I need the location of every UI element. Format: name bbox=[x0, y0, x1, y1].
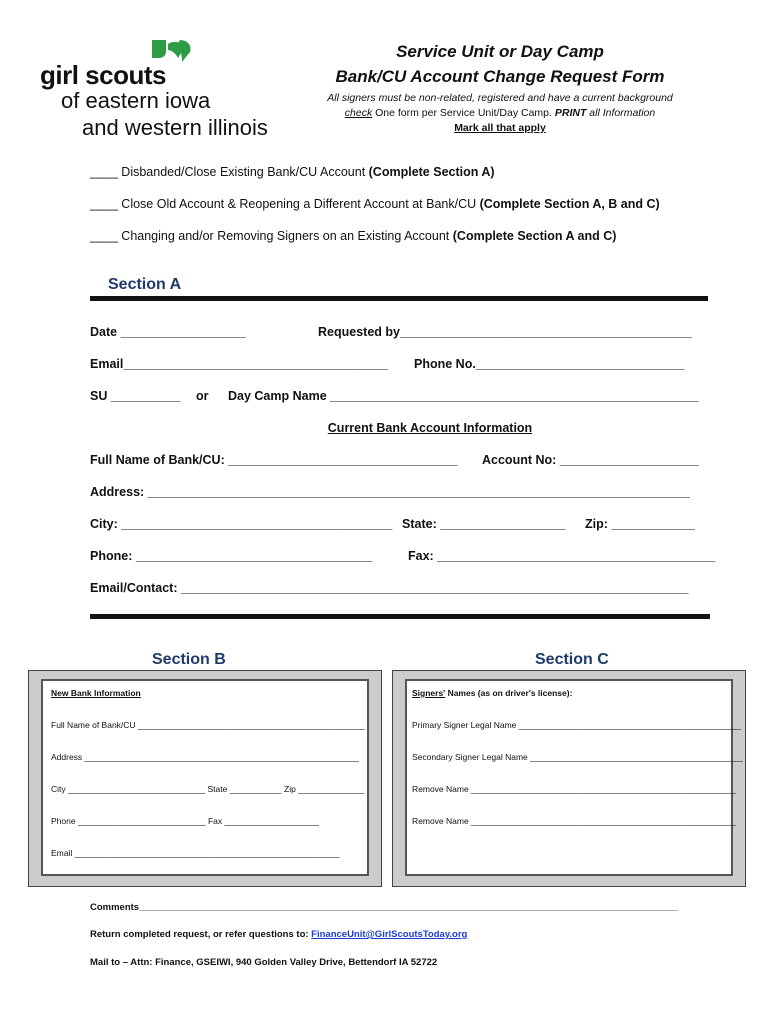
fax-field[interactable]: Fax: ________________________________________ bbox=[408, 549, 716, 563]
new-address-field[interactable]: Address __________________________________________________________ bbox=[51, 752, 359, 762]
address-field[interactable]: Address: ______________________________________________________________________________ bbox=[90, 485, 690, 499]
option-blank: ____ bbox=[90, 197, 118, 211]
return-text: Return completed request, or refer questions to: bbox=[90, 929, 312, 940]
print-word: PRINT bbox=[554, 107, 587, 119]
section-b-title: Section B bbox=[152, 651, 226, 668]
remove-name-field-1[interactable]: Remove Name ________________________________________________________ bbox=[412, 784, 736, 794]
option-change-signers[interactable] bbox=[90, 229, 616, 243]
requested-by-field[interactable]: Requested by__________________________________________ bbox=[318, 325, 692, 339]
new-bank-heading: New Bank Information bbox=[51, 688, 141, 698]
section-b-inner bbox=[41, 679, 369, 876]
option-blank: ____ bbox=[90, 229, 118, 243]
secondary-signer-field[interactable]: Secondary Signer Legal Name _____________________________________________ bbox=[412, 752, 743, 762]
signers-word: Signers' bbox=[412, 688, 446, 698]
all-information-text: all Information bbox=[586, 107, 656, 119]
option-disband[interactable] bbox=[90, 165, 495, 179]
comments-field[interactable]: Comments______________________________________________________________________________________________________ bbox=[90, 902, 679, 913]
option-instruction: (Complete Section A and C) bbox=[452, 229, 617, 243]
zip-field[interactable]: Zip: ____________ bbox=[585, 517, 695, 531]
form-instruction-note bbox=[300, 107, 700, 119]
option-instruction: (Complete Section A, B and C) bbox=[479, 197, 660, 211]
section-a-title: Section A bbox=[108, 276, 182, 293]
account-no-field[interactable]: Account No: ____________________ bbox=[482, 453, 699, 467]
section-c-box bbox=[392, 670, 746, 887]
new-phone-fax-field[interactable]: Phone ___________________________ Fax ____________________ bbox=[51, 816, 320, 826]
logo-subtitle-line-2: and western illinois bbox=[82, 115, 268, 140]
signers-heading bbox=[412, 688, 572, 698]
signers-heading-rest: Names (as on driver's license): bbox=[445, 688, 573, 698]
remove-name-field-2[interactable]: Remove Name ________________________________________________________ bbox=[412, 816, 736, 826]
check-word: check bbox=[344, 107, 373, 119]
option-text: Close Old Account & Reopening a Different Account at Bank/CU bbox=[117, 197, 480, 211]
new-email-field[interactable]: Email ________________________________________________________ bbox=[51, 848, 340, 858]
su-field[interactable]: SU __________ bbox=[90, 389, 181, 403]
current-bank-heading: Current Bank Account Information bbox=[327, 421, 533, 435]
mark-all-note: Mark all that apply bbox=[454, 122, 546, 134]
new-city-state-zip-field[interactable]: City _____________________________ State ___________ Zip ______________ bbox=[51, 784, 365, 794]
phone-field[interactable]: Phone No.______________________________ bbox=[414, 357, 685, 371]
section-c-inner bbox=[405, 679, 733, 876]
or-label: or bbox=[196, 389, 209, 403]
phone-field-2[interactable]: Phone: __________________________________ bbox=[90, 549, 373, 563]
form-title-line-1: Service Unit or Day Camp bbox=[396, 42, 604, 61]
signer-requirement-note: All signers must be non-related, registered and have a current background bbox=[327, 92, 673, 104]
email-contact-field[interactable]: Email/Contact: _________________________________________________________________________ bbox=[90, 581, 689, 595]
option-instruction: (Complete Section A) bbox=[368, 165, 495, 179]
email-field[interactable]: Email______________________________________ bbox=[90, 357, 388, 371]
option-reopen[interactable] bbox=[90, 197, 660, 211]
day-camp-name-field[interactable]: Day Camp Name _____________________________________________________ bbox=[228, 389, 699, 403]
state-field[interactable]: State: __________________ bbox=[402, 517, 566, 531]
mailing-address: Mail to – Attn: Finance, GSEIWI, 940 Golden Valley Drive, Bettendorf IA 52722 bbox=[90, 957, 438, 968]
bank-name-field[interactable]: Full Name of Bank/CU: _________________________________ bbox=[90, 453, 458, 467]
primary-signer-field[interactable]: Primary Signer Legal Name _______________________________________________ bbox=[412, 720, 741, 730]
section-a-top-rule bbox=[90, 296, 708, 301]
new-bank-name-field[interactable]: Full Name of Bank/CU ________________________________________________ bbox=[51, 720, 365, 730]
form-title-line-2: Bank/CU Account Change Request Form bbox=[335, 67, 665, 86]
section-a-bottom-rule bbox=[90, 614, 710, 619]
return-instructions bbox=[90, 929, 467, 940]
logo-subtitle-line-1: of eastern iowa bbox=[61, 88, 211, 113]
option-text: Disbanded/Close Existing Bank/CU Account bbox=[117, 165, 369, 179]
date-field[interactable]: Date __________________ bbox=[90, 325, 246, 339]
option-text: Changing and/or Removing Signers on an Existing Account bbox=[117, 229, 453, 243]
option-blank: ____ bbox=[90, 165, 118, 179]
logo-wordmark: girl scouts bbox=[40, 60, 166, 90]
one-form-text: One form per Service Unit/Day Camp. bbox=[372, 107, 555, 119]
city-field[interactable]: City: _______________________________________ bbox=[90, 517, 393, 531]
section-c-title: Section C bbox=[535, 651, 609, 668]
finance-email-link[interactable]: FinanceUnit@GirlScoutsToday.org bbox=[311, 929, 468, 940]
